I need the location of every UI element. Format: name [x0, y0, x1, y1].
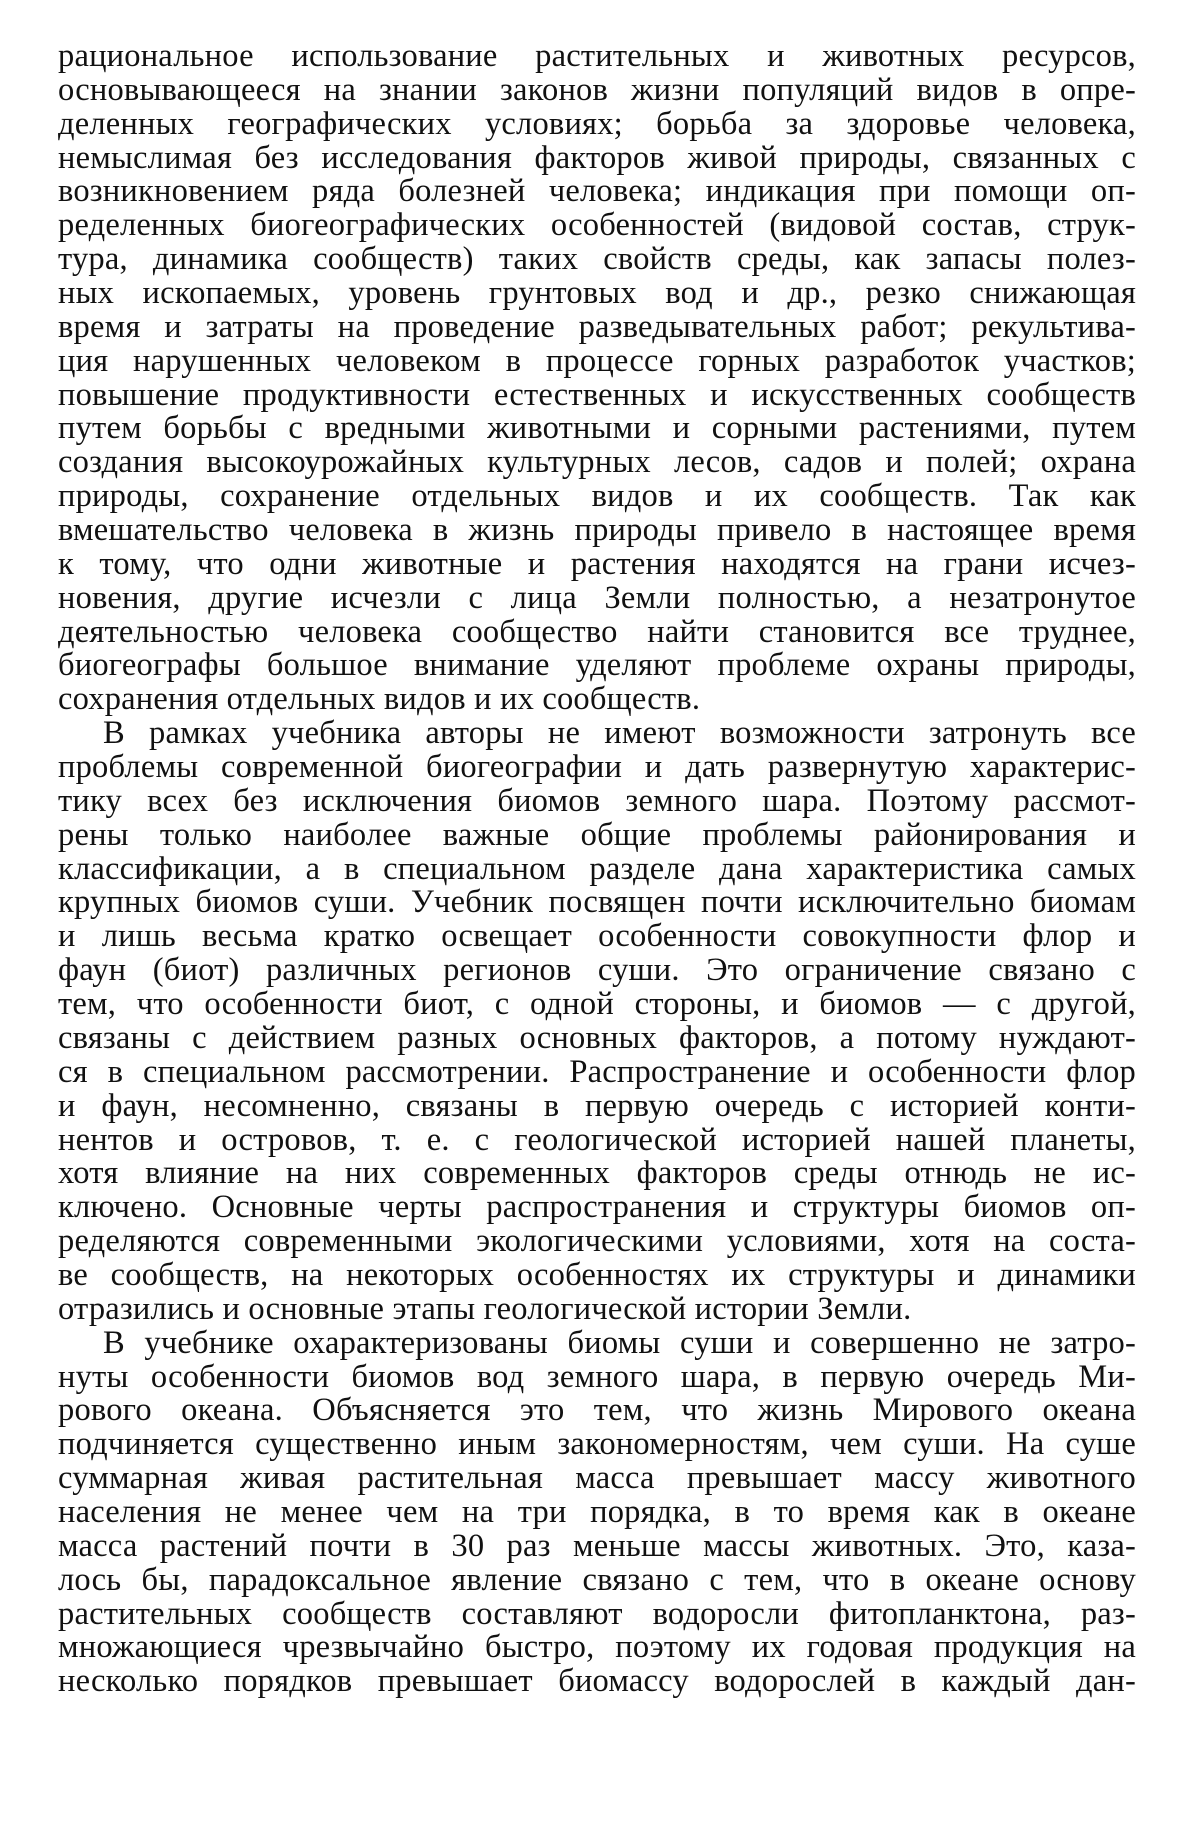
paragraph-1: [58, 40, 1136, 717]
text-line: отразились и основные этапы геологической истории Земли.: [58, 1290, 912, 1327]
text-line: нуты особенности биомов вод земного шара, в первую очередь Ми-: [58, 1358, 1136, 1395]
text-line: путем борьбы с вредными животными и сорными растениями, путем: [58, 410, 1136, 447]
text-line: вмешательство человека в жизнь природы привело в настоящее время: [58, 512, 1136, 549]
text-line: биогеографы большое внимание уделяют проблеме охраны природы,: [58, 647, 1136, 684]
text-line: время и затраты на проведение разведывательных работ; рекультива-: [58, 308, 1136, 345]
page-text: [58, 40, 1136, 1699]
text-line: крупных биомов суши. Учебник посвящен почти исключительно биомам: [58, 884, 1136, 921]
text-line: немыслимая без исследования факторов живой природы, связанных с: [58, 139, 1136, 176]
text-line: рового океана. Объясняется это тем, что жизнь Мирового океана: [58, 1392, 1136, 1429]
text-line: подчиняется существенно иным закономерностям, чем суши. На суше: [58, 1426, 1136, 1463]
text-line: тем, что особенности биот, с одной стороны, и биомов — с другой,: [58, 986, 1136, 1023]
text-line: классификации, а в специальном разделе дана характеристика самых: [58, 850, 1136, 887]
text-line: новения, другие исчезли с лица Земли полностью, а незатронутое: [58, 579, 1136, 616]
text-line: ся в специальном рассмотрении. Распространение и особенности флор: [58, 1053, 1136, 1090]
text-line: ция нарушенных человеком в процессе горных разработок участков;: [58, 342, 1136, 379]
text-line: повышение продуктивности естественных и искусственных сообществ: [58, 376, 1136, 413]
text-line: проблемы современной биогеографии и дать развернутую характерис-: [58, 749, 1136, 786]
text-line: основывающееся на знании законов жизни популяций видов в опре-: [58, 71, 1136, 108]
text-line: к тому, что одни животные и растения находятся на грани исчез-: [58, 545, 1136, 582]
text-line: ных ископаемых, уровень грунтовых вод и др., резко снижающая: [58, 275, 1136, 312]
text-line: населения не менее чем на три порядка, в то время как в океане: [58, 1493, 1136, 1530]
text-line: рациональное использование растительных и животных ресурсов,: [58, 38, 1136, 74]
text-line: фаун (биот) различных регионов суши. Это ограничение связано с: [58, 952, 1136, 989]
text-line: природы, сохранение отдельных видов и их сообществ. Так как: [58, 478, 1136, 515]
text-line: рены только наиболее важные общие проблемы районирования и: [58, 816, 1136, 853]
text-line: ключено. Основные черты распространения и структуры биомов оп-: [58, 1189, 1136, 1226]
paragraph-2: [58, 717, 1136, 1326]
text-line: деятельностью человека сообщество найти становится все труднее,: [58, 613, 1136, 650]
text-line: сохранения отдельных видов и их сообществ.: [58, 681, 701, 718]
text-line: В учебнике охарактеризованы биомы суши и совершенно не затро-: [103, 1324, 1136, 1361]
text-line: несколько порядков превышает биомассу водорослей в каждый дан-: [58, 1663, 1136, 1700]
text-line: растительных сообществ составляют водоросли фитопланктона, раз-: [58, 1595, 1136, 1632]
text-line: связаны с действием разных основных факторов, а потому нуждают-: [58, 1019, 1136, 1056]
text-line: создания высокоурожайных культурных лесов, садов и полей; охрана: [58, 444, 1136, 481]
text-line: возникновением ряда болезней человека; индикация при помощи оп-: [58, 173, 1136, 210]
text-line: множающиеся чрезвычайно быстро, поэтому их годовая продукция на: [58, 1629, 1136, 1666]
text-line: ве сообществ, на некоторых особенностях их структуры и динамики: [58, 1256, 1136, 1293]
text-line: тура, динамика сообществ) таких свойств среды, как запасы полез-: [58, 241, 1136, 278]
text-line: тику всех без исключения биомов земного шара. Поэтому рассмот-: [58, 782, 1136, 819]
text-line: суммарная живая растительная масса превышает массу животного: [58, 1460, 1136, 1497]
text-line: и лишь весьма кратко освещает особенности совокупности флор и: [58, 918, 1136, 955]
text-line: и фаун, несомненно, связаны в первую очередь с историей конти-: [58, 1087, 1136, 1124]
text-line: масса растений почти в 30 раз меньше массы животных. Это, каза-: [58, 1527, 1136, 1564]
text-line: ределяются современными экологическими условиями, хотя на соста-: [58, 1223, 1136, 1260]
text-line: деленных географических условиях; борьба за здоровье человека,: [58, 105, 1136, 142]
text-line: В рамках учебника авторы не имеют возможности затронуть все: [103, 715, 1136, 752]
text-line: хотя влияние на них современных факторов среды отнюдь не ис-: [58, 1155, 1136, 1192]
paragraph-3: [58, 1324, 1136, 1700]
text-line: нентов и островов, т. е. с геологической историей нашей планеты,: [58, 1121, 1136, 1158]
text-line: ределенных биогеографических особенностей (видовой состав, струк-: [58, 207, 1136, 244]
text-line: лось бы, парадоксальное явление связано с тем, что в океане основу: [58, 1561, 1136, 1598]
